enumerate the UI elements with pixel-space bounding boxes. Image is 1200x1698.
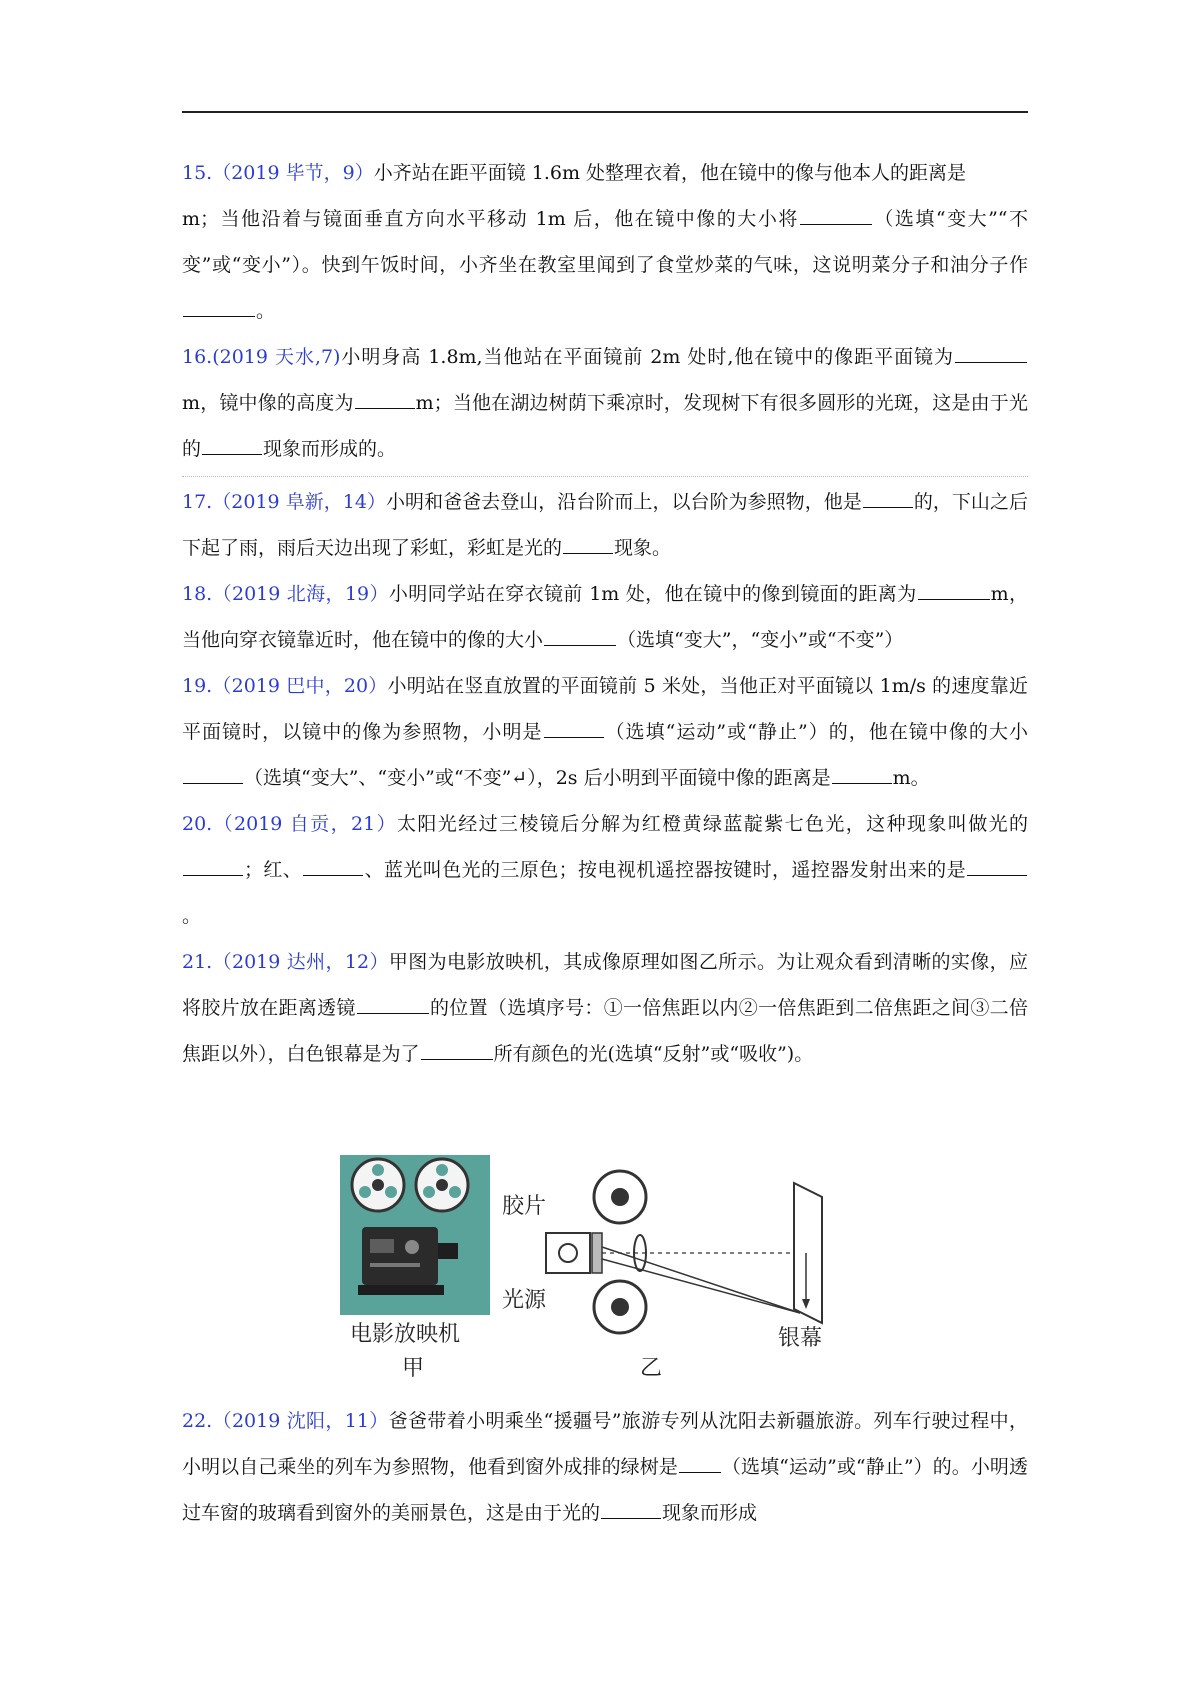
answer-blank[interactable] bbox=[800, 223, 872, 225]
answer-blank[interactable] bbox=[967, 874, 1027, 876]
film-gate bbox=[592, 1233, 602, 1273]
question-text: 甲图为电影放映机，其成像原理如图乙所示。为让观众看到清晰的实像，应将胶片放在距离透镜 bbox=[182, 951, 1028, 1019]
question-text: 。 bbox=[256, 300, 276, 322]
question-text: 现象而形成 bbox=[662, 1502, 758, 1524]
yi-label: 乙 bbox=[640, 1356, 663, 1381]
answer-blank[interactable] bbox=[544, 736, 604, 738]
light-ray bbox=[602, 1247, 800, 1313]
question-text: 现象而形成的。 bbox=[263, 438, 397, 460]
question-number: 22. bbox=[182, 1410, 213, 1432]
reel-bottom-icon bbox=[594, 1281, 646, 1333]
question-text: （选填“变大”，“变小”或“不变”） bbox=[617, 629, 904, 651]
answer-blank[interactable] bbox=[183, 315, 255, 317]
question-text: （选填“运动”或“静止”）的，他在镜中像的大小 bbox=[604, 721, 1028, 743]
reel-top-icon bbox=[594, 1171, 646, 1223]
film-reel-left-icon bbox=[352, 1159, 404, 1211]
answer-blank[interactable] bbox=[544, 644, 616, 646]
question-text: m，镜中像的高度为 bbox=[182, 392, 354, 414]
question-number: 18. bbox=[182, 583, 213, 605]
question-22-block bbox=[182, 1398, 1028, 1536]
question-list bbox=[182, 150, 1028, 1077]
question-text: 小明身高 1.8m,当他站在平面镜前 2m 处时,他在镜中的像距平面镜为 bbox=[340, 346, 954, 368]
answer-blank[interactable] bbox=[679, 1471, 721, 1473]
question-text: m，当他向穿衣镜靠近时，他在镜中的像的大小 bbox=[182, 583, 1028, 651]
question-17 bbox=[182, 479, 1028, 571]
light-source-label: 光源 bbox=[502, 1288, 547, 1313]
question-text: （选填“变大”“不变”或“变小”）。快到午饭时间，小齐坐在教室里闻到了食堂炒菜的气味，这说明菜分子和油分子作 bbox=[182, 208, 1029, 276]
answer-blank[interactable] bbox=[202, 453, 262, 455]
answer-blank[interactable] bbox=[955, 361, 1027, 363]
question-source: （2019 自贡，21） bbox=[212, 813, 397, 835]
answer-blank[interactable] bbox=[357, 1012, 429, 1014]
projector-figure bbox=[340, 1155, 860, 1385]
answer-blank[interactable] bbox=[183, 874, 243, 876]
question-text: 小明站在竖直放置的平面镜前 5 米处，当他正对平面镜以 1m/s 的速度靠近平面镜时，以镜中的像为参照物，小明是 bbox=[182, 675, 1028, 743]
answer-blank[interactable] bbox=[421, 1058, 493, 1060]
question-text: 所有颜色的光(选填“反射”或“吸收”)。 bbox=[493, 1043, 814, 1065]
question-text: （选填“运动”或“静止”）的。小明透过车窗的玻璃看到窗外的美丽景色，这是由于光的 bbox=[182, 1456, 1028, 1524]
question-text: 小明同学站在穿衣镜前 1m 处，他在镜中的像到镜面的距离为 bbox=[388, 583, 917, 605]
question-source: （2019 沈阳，11） bbox=[212, 1410, 389, 1432]
question-text: （选填“变大”、“变小”或“不变”↵），2s 后小明到平面镜中像的距离是 bbox=[244, 767, 831, 789]
question-source: （2019 阜新，14） bbox=[212, 491, 387, 513]
answer-blank[interactable] bbox=[303, 874, 363, 876]
question-text: 。 bbox=[182, 905, 202, 927]
projector-photo bbox=[340, 1155, 490, 1315]
question-text: 现象。 bbox=[614, 537, 672, 559]
answer-blank[interactable] bbox=[601, 1517, 661, 1519]
question-text: ；红、 bbox=[244, 859, 303, 881]
answer-blank[interactable] bbox=[832, 782, 892, 784]
film-reel-right-icon bbox=[416, 1159, 468, 1211]
question-source: （2019 达州，12） bbox=[212, 951, 389, 973]
header-rule bbox=[182, 111, 1028, 113]
jia-caption: 电影放映机 bbox=[350, 1322, 461, 1347]
question-text: 爸爸带着小明乘坐“援疆号”旅游专列从沈阳去新疆旅游。列车行驶过程中，小明以自己乘坐的列车为参照物，他看到窗外成排的绿树是 bbox=[182, 1410, 1028, 1478]
question-source: （2019 北海，19） bbox=[212, 583, 389, 605]
question-15 bbox=[182, 150, 1028, 334]
question-number: 16. bbox=[182, 346, 213, 368]
question-text: m；当他沿着与镜面垂直方向水平移动 1m 后，他在镜中像的大小将 bbox=[182, 208, 799, 230]
question-20 bbox=[182, 801, 1028, 939]
question-text: 的位置（选填序号：①一倍焦距以内②一倍焦距到二倍焦距之间③二倍焦距以外），白色银幕是为了 bbox=[182, 997, 1028, 1065]
question-text: 的，下山之后下起了雨，雨后天边出现了彩虹，彩虹是光的 bbox=[182, 491, 1028, 559]
question-text: m；当他在湖边树荫下乘凉时，发现树下有很多圆形的光斑，这是由于光的 bbox=[182, 392, 1028, 460]
question-text: 小齐站在距平面镜 1.6m 处整理衣着，他在镜中的像与他本人的距离是 bbox=[373, 162, 967, 184]
question-text: 小明和爸爸去登山，沿台阶而上，以台阶为参照物，他是 bbox=[386, 491, 862, 513]
question-text: 、蓝光叫色光的三原色；按电视机遥控器按键时，遥控器发射出来的是 bbox=[364, 859, 966, 881]
light-ray bbox=[602, 1259, 800, 1313]
section-divider bbox=[182, 476, 1028, 477]
question-source: （2019 毕节，9） bbox=[212, 162, 374, 184]
question-number: 20. bbox=[182, 813, 213, 835]
question-text: 太阳光经过三棱镜后分解为红橙黄绿蓝靛紫七色光，这种现象叫做光的 bbox=[397, 813, 1028, 835]
question-number: 21. bbox=[182, 951, 213, 973]
question-number: 17. bbox=[182, 491, 213, 513]
answer-blank[interactable] bbox=[918, 598, 990, 600]
screen-label: 银幕 bbox=[778, 1326, 823, 1351]
answer-blank[interactable] bbox=[183, 782, 243, 784]
answer-blank[interactable] bbox=[563, 552, 613, 554]
answer-blank[interactable] bbox=[863, 506, 913, 508]
lamp-icon bbox=[559, 1244, 577, 1262]
film-label: 胶片 bbox=[502, 1194, 547, 1219]
question-number: 15. bbox=[182, 162, 213, 184]
question-source: (2019 天水,7) bbox=[212, 346, 341, 368]
question-16 bbox=[182, 334, 1028, 472]
answer-blank[interactable] bbox=[355, 407, 415, 409]
question-19 bbox=[182, 663, 1028, 801]
jia-label: 甲 bbox=[402, 1356, 425, 1381]
question-21 bbox=[182, 939, 1028, 1077]
question-source: （2019 巴中，20） bbox=[212, 675, 388, 697]
question-18 bbox=[182, 571, 1028, 663]
question-text: m。 bbox=[892, 767, 930, 789]
question-22 bbox=[182, 1398, 1028, 1536]
question-number: 19. bbox=[182, 675, 213, 697]
